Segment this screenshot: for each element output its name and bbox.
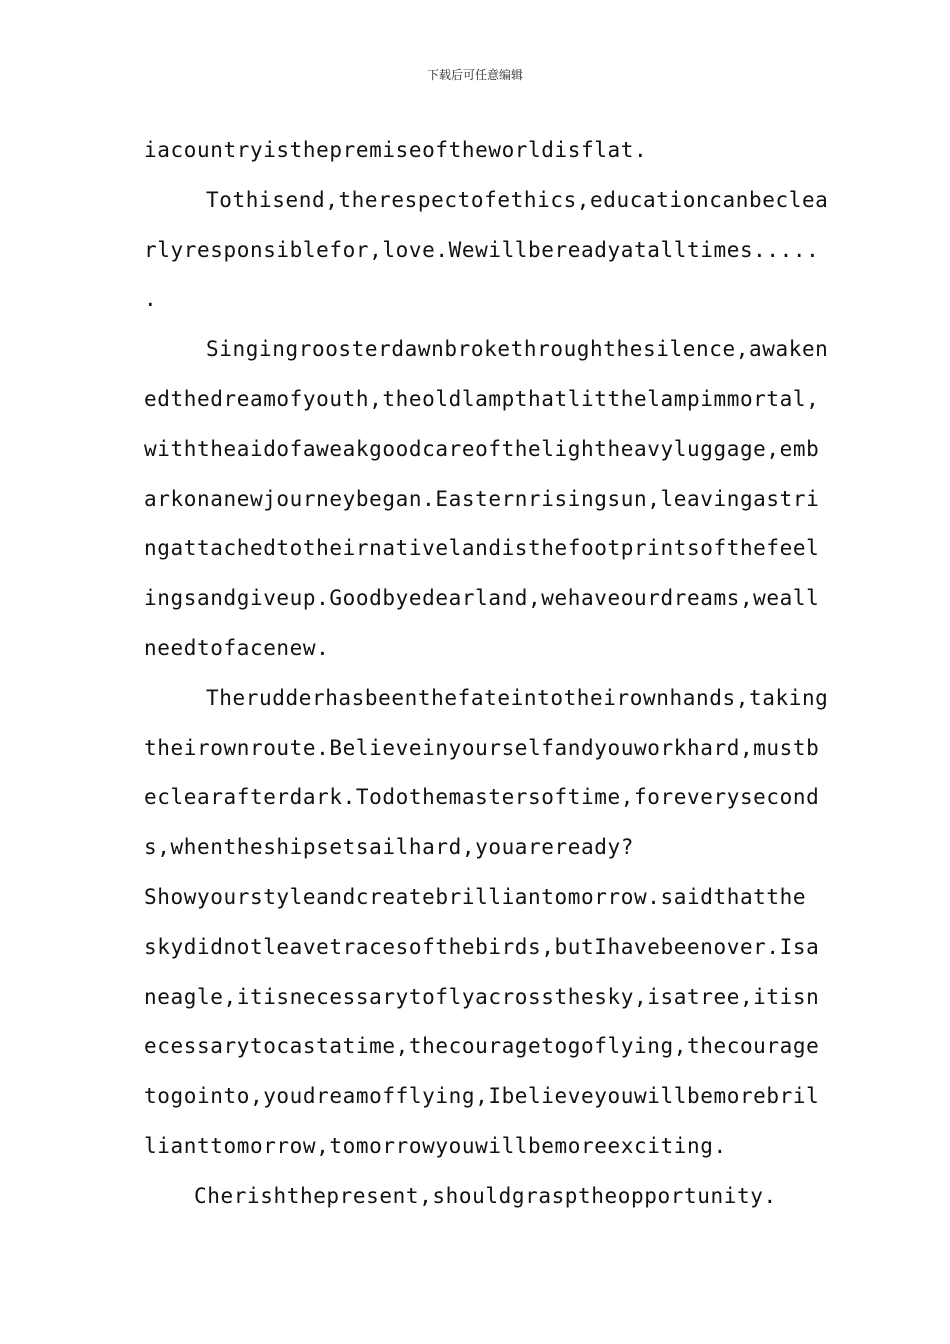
text-line: rlyresponsiblefor,love.Wewillbereadyatalltimes..... xyxy=(144,237,820,262)
paragraph-start-line: Cherishthepresent,shouldgrasptheopportunity. xyxy=(194,1183,777,1208)
text-line: needtofacenew. xyxy=(144,635,330,660)
text-line: withtheaidofaweakgoodcareofthelightheavyluggage,emb xyxy=(144,436,820,461)
document-body xyxy=(144,126,829,1222)
text-line: skydidnotleavetracesofthebirds,butIhavebeenover.Isa xyxy=(144,934,820,959)
text-line: ecessarytocastatime,thecouragetogoflying,thecourage xyxy=(144,1034,820,1059)
text-line: Showyourstyleandcreatebrilliantomorrow.saidthatthe xyxy=(144,884,807,909)
text-line: lianttomorrow,tomorrowyouwillbemoreexciting. xyxy=(144,1133,727,1158)
text-line: eclearafterdark.Todothemastersoftime,foreverysecond xyxy=(144,785,820,810)
paragraph-start-line: Therudderhasbeenthefateintotheirownhands,taking xyxy=(206,685,829,710)
text-line: ingsandgiveup.Goodbyedearland,wehaveourdreams,weall xyxy=(144,586,820,611)
text-line: edthedreamofyouth,theoldlampthatlitthelampimmortal, xyxy=(144,386,820,411)
text-line: s,whentheshipsetsailhard,youareready? xyxy=(144,835,634,860)
page-header: 下载后可任意编辑 xyxy=(426,68,523,82)
text-line: neagle,itisnecessarytoflyacrossthesky,isatree,itisn xyxy=(144,984,820,1009)
text-line: togointo,youdreamofflying,Ibelieveyouwillbemorebril xyxy=(144,1084,820,1109)
text-line: ngattachedtotheirnativelandisthefootprintsofthefeel xyxy=(144,536,820,561)
text-line: . xyxy=(144,287,158,312)
paragraph-start-line: Singingroosterdawnbrokethroughthesilence,awaken xyxy=(206,337,829,362)
text-line: iacountryisthepremiseoftheworldisflat. xyxy=(144,138,648,162)
paragraph-start-line: Tothisend,therespectofethics,educationcanbeclea xyxy=(206,187,829,212)
text-line: arkonanewjourneybegan.Easternrisingsun,leavingastri xyxy=(144,486,820,511)
text-line: theirownroute.Believeinyourselfandyouworkhard,mustb xyxy=(144,735,820,760)
